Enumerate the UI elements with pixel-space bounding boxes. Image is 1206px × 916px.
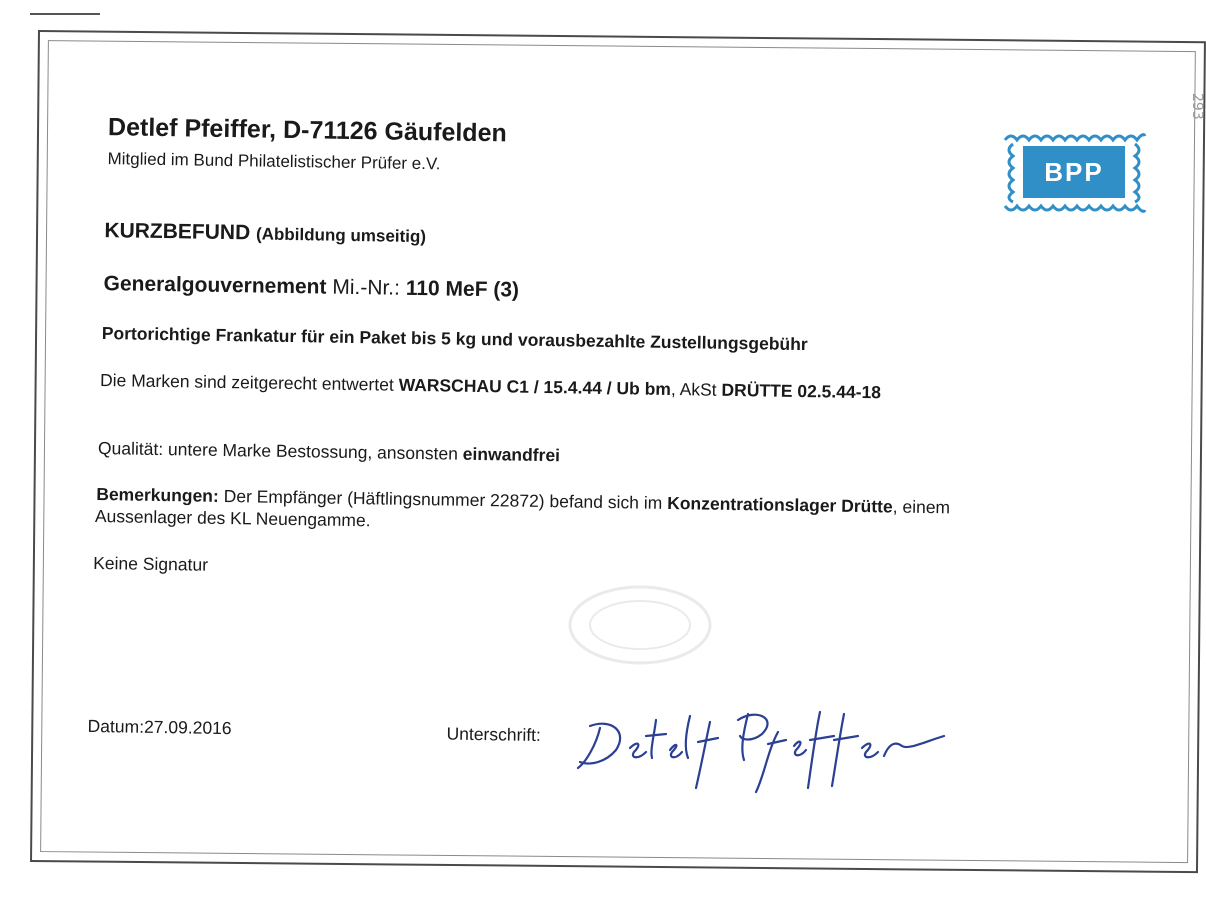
signature-label: Unterschrift:: [446, 723, 542, 745]
svg-text:293: 293: [1189, 93, 1205, 120]
report-title: [104, 219, 426, 248]
examiner-membership: Mitglied im Bund Philatelistischer Prüfer e.V.: [107, 149, 441, 174]
pencil-margin-note: [1168, 72, 1205, 132]
postage-statement: Portorichtige Frankatur für ein Paket bis 5 kg und vorausbezahlte Zustellungsgebühr: [101, 323, 808, 355]
akst-mark: DRÜTTE 02.5.44-18: [721, 379, 882, 403]
cancellation-intro: Die Marken sind zeitgerecht entwertet: [99, 370, 394, 395]
remarks-label: Bemerkungen:: [96, 483, 219, 506]
cancellation-line: [100, 370, 881, 403]
cancellation-mark: WARSCHAU C1 / 15.4.44 / Ub bm: [398, 374, 672, 399]
remarks-camp: Konzentrationslager Drütte: [667, 492, 893, 517]
report-title-note: (Abbildung umseitig): [255, 224, 427, 247]
bpp-text: BPP: [1044, 157, 1104, 187]
remarks-line-2: Aussenlager des KL Neuengamme.: [94, 505, 371, 531]
bpp-logo: [1003, 130, 1145, 214]
report-title-text: KURZBEFUND: [104, 219, 251, 245]
handwritten-signature: [572, 690, 952, 800]
examiner-name: Detlef Pfeiffer, D-71126 Gäufelden: [107, 113, 507, 148]
catalog-number: 110 MeF (3): [405, 276, 520, 302]
quality-text: Qualität: untere Marke Bestossung, ansonsten: [97, 438, 459, 464]
remarks-text-end: , einem: [892, 496, 951, 518]
date-label: Datum:27.09.2016: [87, 715, 232, 739]
quality-grade: einwandfrei: [462, 443, 561, 466]
stamp-identification: [103, 272, 519, 303]
stamp-area: Generalgouvernement: [103, 272, 327, 299]
akst-prefix: , AkSt: [670, 379, 717, 400]
remarks-text: Der Empfänger (Häftlingsnummer 22872) befand sich im: [223, 485, 663, 513]
signature-note: Keine Signatur: [93, 552, 209, 575]
catalog-prefix: Mi.-Nr.:: [332, 275, 401, 300]
quality-line: [98, 438, 560, 466]
